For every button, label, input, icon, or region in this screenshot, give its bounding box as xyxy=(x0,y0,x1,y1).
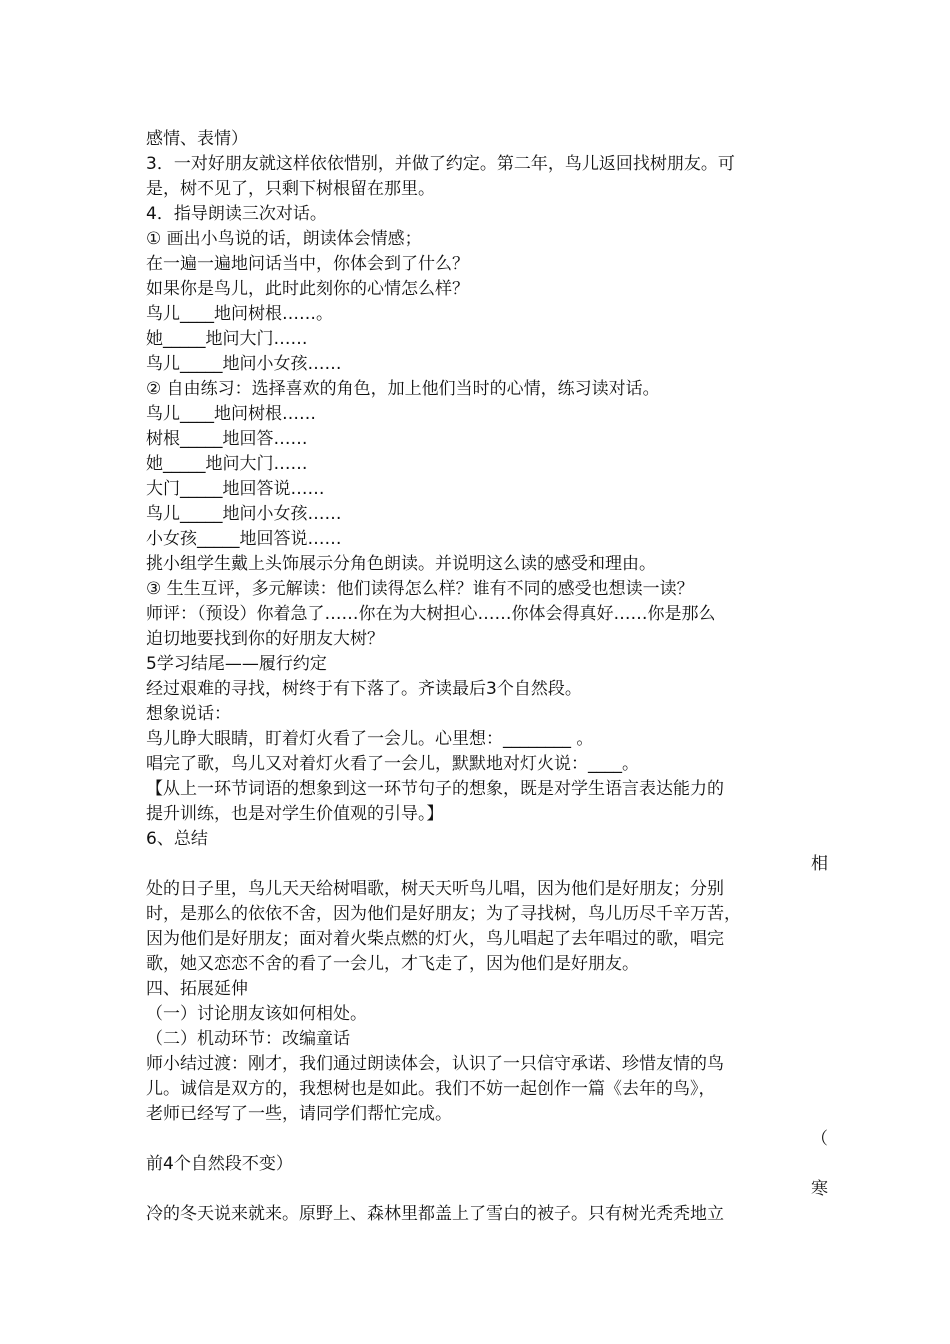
text-line: 3．一对好朋友就这样依依惜别，并做了约定。第二年，鸟儿返回找树朋友。可 xyxy=(146,154,735,174)
text-line: ③ 生生互评，多元解读：他们读得怎么样？谁有不同的感受也想读一读？ xyxy=(146,579,694,599)
text-line: （一）讨论朋友该如何相处。 xyxy=(146,1004,367,1024)
text-line: 如果你是鸟儿，此时此刻你的心情怎么样？ xyxy=(146,279,469,299)
text-line: 歌，她又恋恋不舍的看了一会儿，才飞走了，因为他们是好朋友。 xyxy=(146,954,639,974)
text-line: 鸟儿睁大眼睛，盯着灯火看了一会儿。心里想：________ 。 xyxy=(146,729,594,749)
text-line: 提升训练，也是对学生价值观的引导。】 xyxy=(146,804,444,824)
text-line: 冷的冬天说来就来。原野上、森林里都盖上了雪白的被子。只有树光秃秃地立 xyxy=(146,1204,724,1224)
text-line: 迫切地要找到你的好朋友大树？ xyxy=(146,629,384,649)
text-line: 4．指导朗读三次对话。 xyxy=(146,204,327,224)
text-line: 因为他们是好朋友；面对着火柴点燃的灯火，鸟儿唱起了去年唱过的歌，唱完 xyxy=(146,929,724,949)
text-line: 唱完了歌，鸟儿又对着灯火看了一会儿，默默地对灯火说：____。 xyxy=(146,754,639,774)
text-line: 师小结过渡：刚才，我们通过朗读体会，认识了一只信守承诺、珍惜友情的鸟 xyxy=(146,1054,724,1074)
section-heading: 6、总结 xyxy=(146,829,208,849)
text-line: 挑小组学生戴上头饰展示分角色朗读。并说明这么读的感受和理由。 xyxy=(146,554,656,574)
text-line: 鸟儿_____地问小女孩…… xyxy=(146,354,342,374)
text-line: 在一遍一遍地问话当中，你体会到了什么？ xyxy=(146,254,469,274)
text-line: 鸟儿_____地问小女孩…… xyxy=(146,504,342,524)
text-line: 大门_____地回答说…… xyxy=(146,479,325,499)
text-line: 处的日子里，鸟儿天天给树唱歌，树天天听鸟儿唱，因为他们是好朋友；分别 xyxy=(146,879,724,899)
text-line: 时，是那么的依依不舍，因为他们是好朋友；为了寻找树，鸟儿历尽千辛万苦， xyxy=(146,904,741,924)
text-line: ② 自由练习：选择喜欢的角色，加上他们当时的心情，练习读对话。 xyxy=(146,379,660,399)
text-line: 儿。诚信是双方的，我想树也是如此。我们不妨一起创作一篇《去年的鸟》， xyxy=(146,1079,716,1099)
section-heading: 四、拓展延伸 xyxy=(146,979,248,999)
text-line: 是，树不见了，只剩下树根留在那里。 xyxy=(146,179,435,199)
text-line: 树根_____地回答…… xyxy=(146,429,308,449)
text-line: 师评：（预设）你着急了……你在为大树担心……你体会得真好……你是那么 xyxy=(146,604,716,624)
text-line: 她_____地问大门…… xyxy=(146,454,308,474)
text-line: 老师已经写了一些，请同学们帮忙完成。 xyxy=(146,1104,452,1124)
text-line-fragment: 寒 xyxy=(811,1179,828,1199)
text-line: 小女孩_____地回答说…… xyxy=(146,529,342,549)
text-line: 鸟儿____地问树根…… xyxy=(146,404,316,424)
text-line: ① 画出小鸟说的话，朗读体会情感； xyxy=(146,229,422,249)
text-line-fragment: （ xyxy=(811,1129,828,1149)
text-line: 经过艰难的寻找，树终于有下落了。齐读最后3个自然段。 xyxy=(146,679,582,699)
text-line: 想象说话： xyxy=(146,704,231,724)
text-line: 她_____地问大门…… xyxy=(146,329,308,349)
text-line: （二）机动环节：改编童话 xyxy=(146,1029,350,1049)
text-line-fragment: 相 xyxy=(811,854,828,874)
text-line: 【从上一环节词语的想象到这一环节句子的想象，既是对学生语言表达能力的 xyxy=(146,779,724,799)
section-heading: 5学习结尾——履行约定 xyxy=(146,654,327,674)
text-line: 鸟儿____地问树根……。 xyxy=(146,304,333,324)
text-line: 感情、表情） xyxy=(146,129,248,149)
text-line: 前4个自然段不变） xyxy=(146,1154,293,1174)
